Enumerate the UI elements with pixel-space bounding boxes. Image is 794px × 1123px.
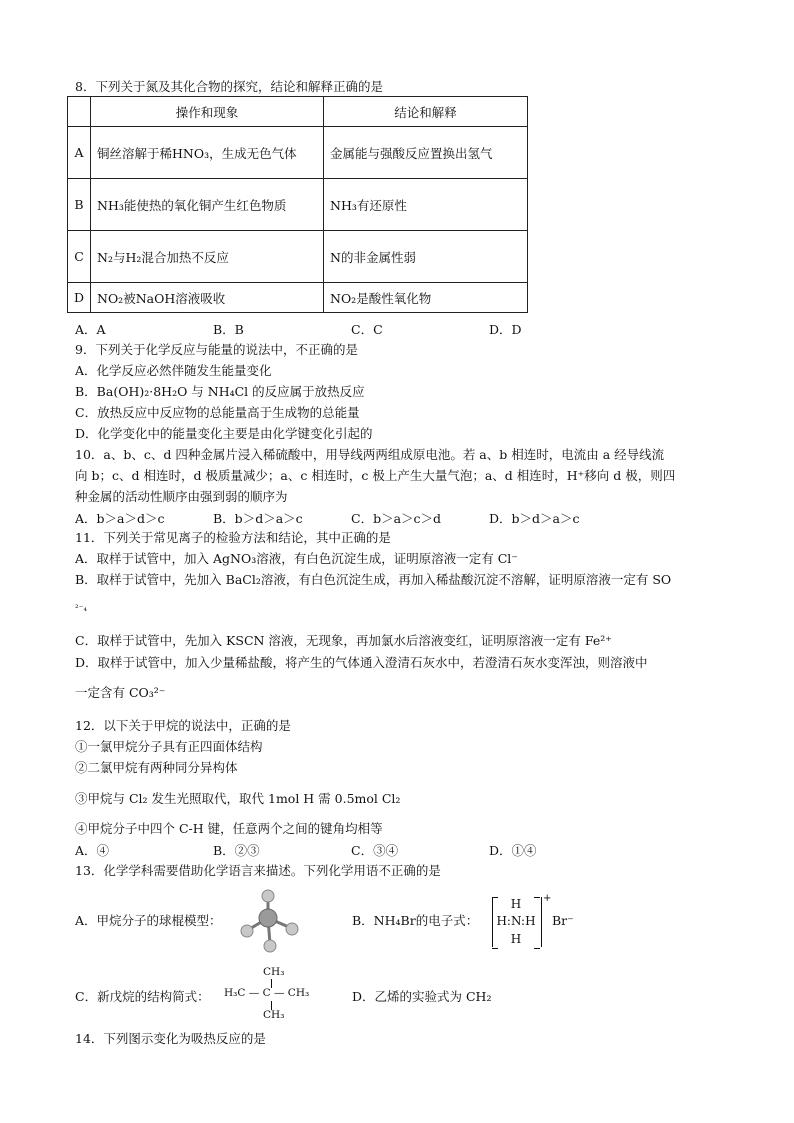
q12-item: ②二氯甲烷有两种同分异构体 — [75, 760, 238, 775]
q12-item: ④甲烷分子中四个 C-H 键，任意两个之间的键角均相等 — [75, 821, 383, 836]
methane-ball-stick-model — [236, 888, 302, 956]
option[interactable]: A．④ — [75, 843, 110, 858]
q13-option-b[interactable]: B．NH₄Br的电子式： — [352, 913, 479, 928]
row-operation: N₂与H₂混合加热不反应 — [91, 231, 324, 283]
main-chain: H₃C — C — CH₃ — [224, 987, 310, 999]
atom-row: H:N:H — [496, 914, 536, 928]
row-conclusion: NO₂是酸性氧化物 — [324, 283, 528, 313]
row-operation: 铜丝溶解于稀HNO₃，生成无色气体 — [91, 127, 324, 179]
row-letter: D — [68, 283, 91, 313]
q11-stem: 11．下列关于常见离子的检验方法和结论，其中正确的是 — [75, 530, 391, 545]
q12-stem: 12．以下关于甲烷的说法中，正确的是 — [75, 718, 291, 733]
q9-option-d[interactable]: D．化学变化中的能量变化主要是由化学键变化引起的 — [75, 426, 373, 441]
table-header: 结论和解释 — [324, 97, 528, 127]
q14-stem: 14．下列图示变化为吸热反应的是 — [75, 1031, 266, 1046]
charge-sign: + — [543, 893, 552, 904]
q9-option-c[interactable]: C．放热反应中反应物的总能量高于生成物的总能量 — [75, 405, 360, 420]
row-conclusion: N的非金属性弱 — [324, 231, 528, 283]
q8-table — [67, 96, 528, 313]
q12-options — [75, 841, 635, 859]
q10-stem-line: 10．a、b、c、d 四种金属片浸入稀硫酸中，用导线两两组成原电池。若 a、b 相连时，电流由 a 经导线流 — [75, 447, 665, 462]
q9-option-a[interactable]: A．化学反应必然伴随发生能量变化 — [75, 363, 272, 378]
option[interactable]: C．b＞a＞c＞d — [351, 511, 442, 526]
row-conclusion: 金属能与强酸反应置换出氢气 — [324, 127, 528, 179]
option[interactable]: D．b＞d＞a＞c — [489, 511, 580, 526]
q8-options — [75, 320, 535, 338]
q12-item: ③甲烷与 Cl₂ 发生光照取代，取代 1mol H 需 0.5mol Cl₂ — [75, 791, 401, 806]
bromide-ion: Br⁻ — [552, 913, 574, 928]
row-letter: C — [68, 231, 91, 283]
option[interactable]: D．D — [489, 322, 522, 337]
row-operation: NO₂被NaOH溶液吸收 — [91, 283, 324, 313]
option[interactable]: C．③④ — [351, 843, 399, 858]
q9-option-b[interactable]: B．Ba(OH)₂·8H₂O 与 NH₄Cl 的反应属于放热反应 — [75, 384, 365, 399]
q11-option-d-continuation: 一定含有 CO₃²⁻ — [75, 685, 166, 700]
atom-h: H — [510, 897, 522, 911]
option[interactable]: A．A — [75, 322, 106, 337]
q11-option-b-continuation: ²⁻₄ — [75, 604, 87, 614]
option[interactable]: B．b＞d＞a＞c — [213, 511, 303, 526]
q10-options — [75, 509, 635, 527]
methyl-group: CH₃ — [263, 1009, 285, 1021]
q13-stem: 13．化学学科需要借助化学语言来描述。下列化学用语不正确的是 — [75, 863, 441, 878]
option[interactable]: D．①④ — [489, 843, 537, 858]
row-operation: NH₃能使热的氧化铜产生红色物质 — [91, 179, 324, 231]
q11-option-a[interactable]: A．取样于试管中，加入 AgNO₃溶液，有白色沉淀生成，证明原溶液一定有 Cl⁻ — [75, 551, 518, 566]
option[interactable]: C．C — [351, 322, 383, 337]
nh4br-electron-formula — [492, 893, 582, 951]
row-letter: B — [68, 179, 91, 231]
q13-option-d[interactable]: D．乙烯的实验式为 CH₂ — [352, 989, 492, 1004]
q13-option-a[interactable]: A．甲烷分子的球棍模型： — [75, 913, 222, 928]
q10-stem-line: 种金属的活动性顺序由强到弱的顺序为 — [75, 489, 288, 504]
neopentane-structure — [224, 966, 314, 1024]
q12-item: ①一氯甲烷分子具有正四面体结构 — [75, 739, 263, 754]
row-conclusion: NH₃有还原性 — [324, 179, 528, 231]
option[interactable]: B．②③ — [213, 843, 260, 858]
atom-h: H — [510, 932, 522, 946]
option[interactable]: B．B — [213, 322, 244, 337]
q11-option-c[interactable]: C．取样于试管中，先加入 KSCN 溶液，无现象，再加氯水后溶液变红，证明原溶液一定有 Fe²⁺ — [75, 633, 612, 648]
option[interactable]: A．b＞a＞d＞c — [75, 511, 165, 526]
q10-stem-line: 向 b；c、d 相连时，d 极质量减少；a、c 相连时，c 极上产生大量气泡；a、d 相连时，H⁺移向 d 极，则四 — [75, 468, 676, 483]
q13-option-c[interactable]: C．新戊烷的结构简式： — [75, 989, 210, 1004]
table-header: 操作和现象 — [91, 97, 324, 127]
q11-option-d[interactable]: D．取样于试管中，加入少量稀盐酸，将产生的气体通入澄清石灰水中，若澄清石灰水变浑浊，则溶液中 — [75, 655, 648, 670]
q8-stem: 8．下列关于氮及其化合物的探究，结论和解释正确的是 — [75, 79, 383, 94]
row-letter: A — [68, 127, 91, 179]
methyl-group: CH₃ — [263, 966, 285, 978]
q11-option-b[interactable]: B．取样于试管中，先加入 BaCl₂溶液，有白色沉淀生成，再加入稀盐酸沉淀不溶解，证明原溶液一定有 SO — [75, 572, 672, 587]
q9-stem: 9．下列关于化学反应与能量的说法中，不正确的是 — [75, 342, 358, 357]
table-corner — [68, 97, 91, 127]
